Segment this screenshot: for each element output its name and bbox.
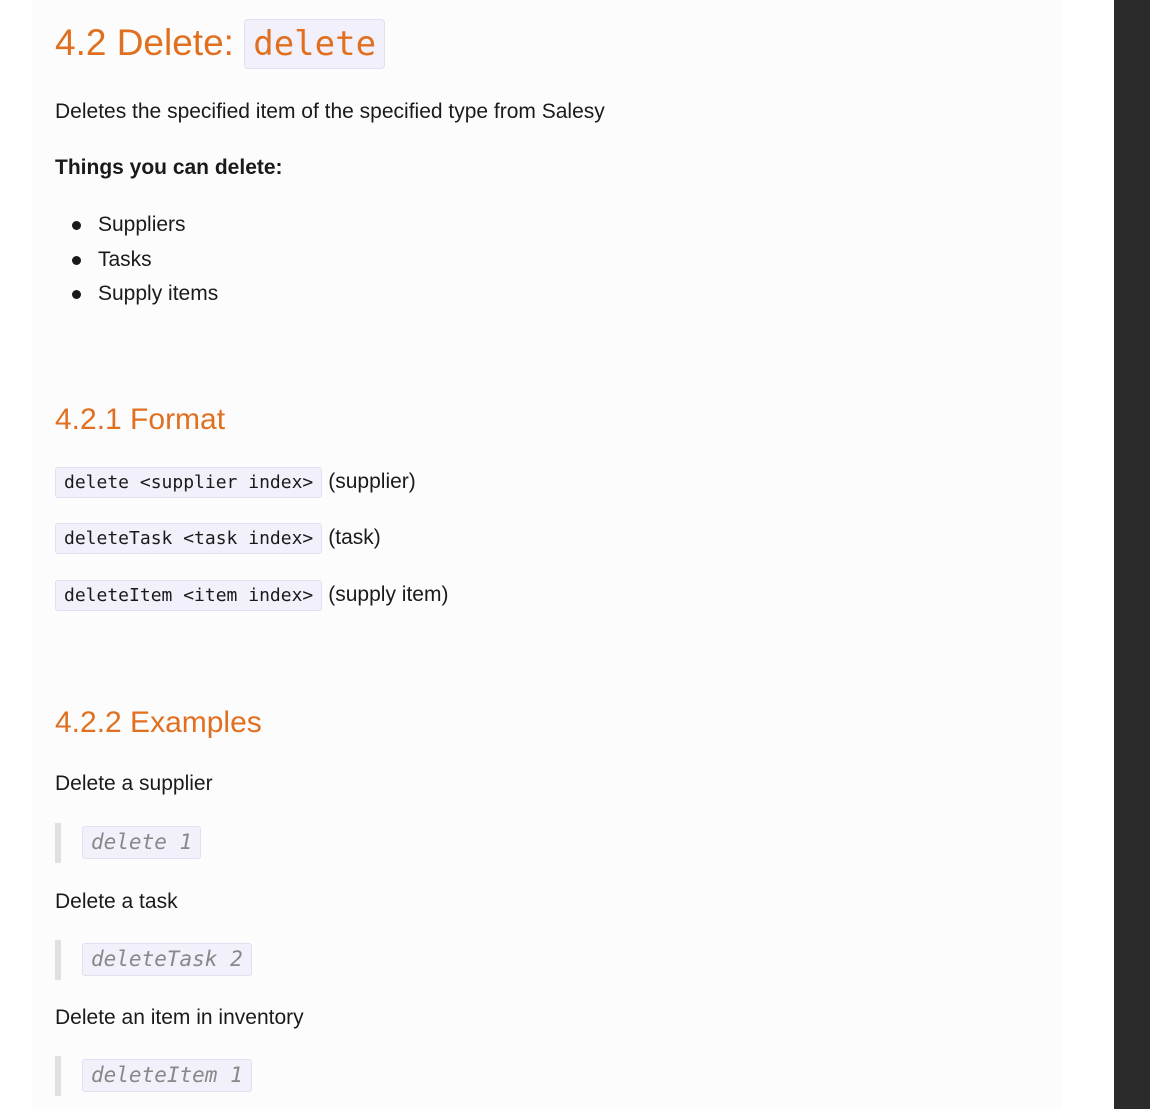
example-blockquote	[55, 1056, 361, 1096]
list-item-label: Supply items	[98, 282, 219, 305]
things-heading: Things you can delete:	[55, 156, 283, 179]
format-line	[55, 467, 416, 498]
format-line	[55, 523, 381, 554]
bullet-icon	[72, 221, 81, 230]
example-label: Delete a supplier	[55, 772, 213, 795]
list-item-label: Suppliers	[98, 213, 186, 236]
examples-heading: 4.2.2 Examples	[55, 706, 262, 739]
example-blockquote	[55, 940, 361, 980]
format-code: deleteTask <task index>	[55, 523, 322, 554]
list-item	[55, 277, 218, 312]
example-code: deleteTask 2	[82, 943, 252, 976]
format-note: (supply item)	[328, 583, 449, 606]
format-note: (supplier)	[328, 470, 416, 493]
section-title	[55, 18, 385, 69]
example-label: Delete a task	[55, 890, 178, 913]
document-page	[32, 0, 1062, 1109]
example-code: delete 1	[82, 826, 201, 859]
list-item	[55, 208, 218, 243]
list-item-label: Tasks	[98, 247, 152, 271]
bullet-icon	[72, 256, 81, 265]
example-blockquote	[55, 823, 361, 863]
things-list	[55, 208, 218, 312]
example-label: Delete an item in inventory	[55, 1006, 304, 1029]
section-title-code: delete	[244, 19, 385, 69]
format-code: delete <supplier index>	[55, 467, 322, 498]
section-title-text: 4.2 Delete:	[55, 22, 245, 63]
format-heading: 4.2.1 Format	[55, 403, 226, 436]
format-note: (task)	[328, 526, 381, 549]
list-item	[55, 243, 218, 278]
format-code: deleteItem <item index>	[55, 580, 322, 611]
example-code: deleteItem 1	[82, 1059, 252, 1092]
scrollbar[interactable]	[1114, 0, 1150, 1109]
section-description: Deletes the specified item of the specified type from Salesy	[55, 100, 605, 123]
bullet-icon	[72, 290, 81, 299]
format-line	[55, 580, 448, 611]
